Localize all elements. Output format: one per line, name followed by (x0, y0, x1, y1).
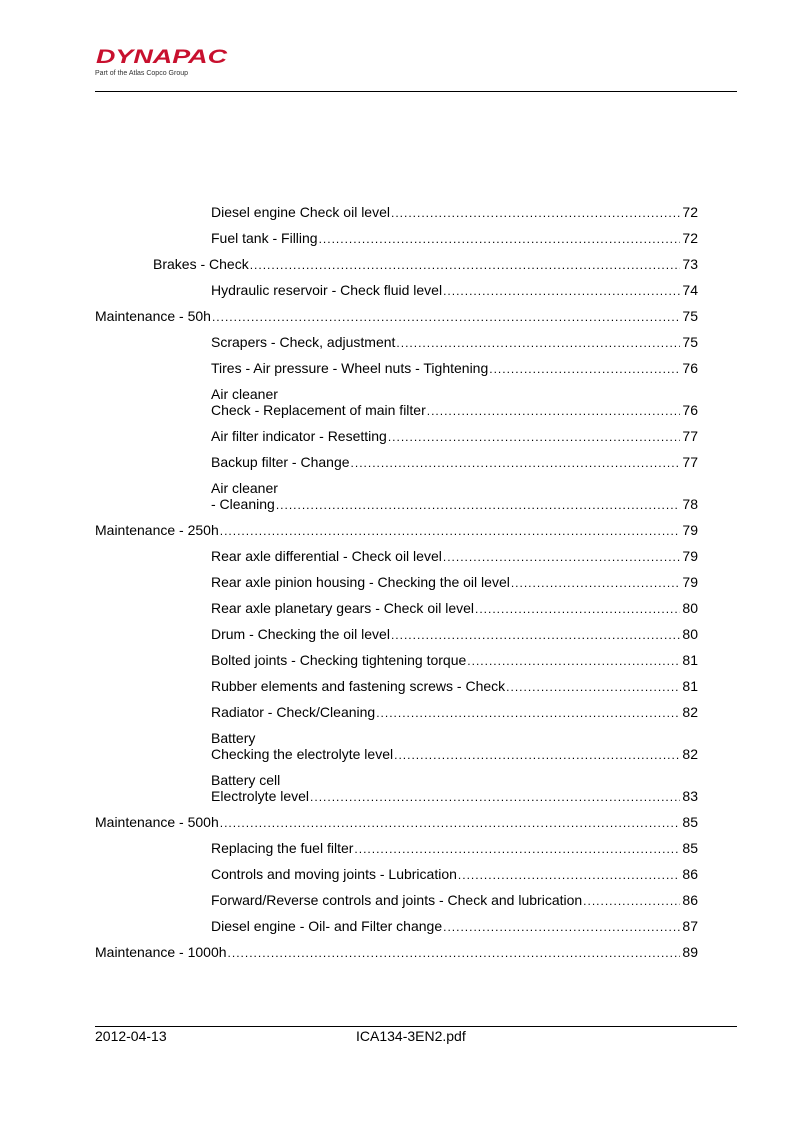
toc-page-number: 87 (682, 918, 698, 934)
toc-page-number: 80 (682, 626, 698, 642)
brand-tagline: Part of the Atlas Copco Group (95, 70, 188, 77)
toc-entry-title: Tires - Air pressure - Wheel nuts - Tightening (211, 360, 489, 376)
header-divider (95, 91, 737, 92)
toc-page-number: 83 (682, 788, 698, 804)
toc-entry-title: Fuel tank - Filling (211, 230, 318, 246)
toc-leader-dots (443, 549, 681, 566)
toc-leader-dots (443, 919, 680, 936)
toc-page-number: 86 (682, 892, 698, 908)
toc-entry-title: Diesel engine - Oil- and Filter change (211, 918, 443, 934)
toc-entry-title: Controls and moving joints - Lubrication (211, 866, 457, 882)
toc-entry-title: Air cleaner (211, 480, 278, 496)
toc-leader-dots (220, 815, 681, 832)
toc-leader-dots (489, 361, 680, 378)
toc-entry-title: Air cleaner (211, 386, 278, 402)
toc-page-number: 89 (682, 944, 698, 960)
toc-leader-dots (319, 231, 681, 248)
toc-entry-title: Air filter indicator - Resetting (211, 428, 387, 444)
toc-page-number: 82 (682, 746, 698, 762)
toc-page-number: 77 (682, 454, 698, 470)
toc-entry-title: Rear axle planetary gears - Check oil level (211, 600, 475, 616)
toc-page-number: 80 (682, 600, 698, 616)
toc-leader-dots (220, 523, 681, 540)
toc-entry-title: Electrolyte level (211, 788, 310, 804)
footer-divider (95, 1026, 737, 1027)
toc-page-number: 79 (682, 522, 698, 538)
toc-page-number: 82 (682, 704, 698, 720)
toc-page-number: 75 (682, 334, 698, 350)
toc-leader-dots (388, 429, 681, 446)
brand-wordmark: DYNAPAC (96, 47, 228, 68)
toc-leader-dots (391, 205, 680, 222)
toc-page-number: 78 (682, 496, 698, 512)
toc-page-number: 81 (682, 678, 698, 694)
toc-entry-title: Maintenance - 50h (95, 308, 211, 324)
toc-entry-title: - Cleaning (211, 496, 275, 512)
toc-leader-dots (354, 841, 680, 858)
toc-leader-dots (506, 679, 680, 696)
toc-leader-dots (583, 893, 680, 910)
toc-leader-dots (394, 747, 680, 764)
toc-page-number: 85 (682, 840, 698, 856)
toc-entry-title: Maintenance - 250h (95, 522, 219, 538)
toc-entry-title: Checking the electrolyte level (211, 746, 394, 762)
toc-entry-title: Bolted joints - Checking tightening torque (211, 652, 467, 668)
toc-entry-title: Rubber elements and fastening screws - Check (211, 678, 506, 694)
toc-entry-title: Diesel engine Check oil level (211, 204, 390, 220)
toc-page-number: 85 (682, 814, 698, 830)
toc-page-number: 72 (682, 230, 698, 246)
toc-leader-dots (391, 627, 680, 644)
toc-entry-title: Battery (211, 730, 256, 746)
toc-page-number: 79 (682, 574, 698, 590)
toc-page-number: 75 (682, 308, 698, 324)
footer-date: 2012-04-13 (95, 1028, 167, 1044)
toc-leader-dots (376, 705, 680, 722)
toc-leader-dots (228, 945, 681, 962)
toc-page-number: 86 (682, 866, 698, 882)
toc-leader-dots (310, 789, 680, 806)
toc-entry-title: Replacing the fuel filter (211, 840, 354, 856)
toc-entry-title: Backup filter - Change (211, 454, 350, 470)
toc-leader-dots (458, 867, 681, 884)
toc-leader-dots (511, 575, 681, 592)
dynapac-logo (95, 46, 235, 80)
toc-leader-dots (475, 601, 680, 618)
toc-entry-title: Hydraulic reservoir - Check fluid level (211, 282, 443, 298)
toc-leader-dots (443, 283, 680, 300)
toc-leader-dots (212, 309, 680, 326)
toc-page-number: 73 (682, 256, 698, 272)
toc-leader-dots (351, 455, 681, 472)
toc-entry-title: Maintenance - 1000h (95, 944, 227, 960)
toc-entry-title: Scrapers - Check, adjustment (211, 334, 396, 350)
toc-entry-title: Check - Replacement of main filter (211, 402, 426, 418)
toc-page-number: 74 (682, 282, 698, 298)
toc-leader-dots (427, 403, 681, 420)
toc-leader-dots (250, 257, 681, 274)
toc-page-number: 76 (682, 402, 698, 418)
toc-leader-dots (467, 653, 680, 670)
toc-entry-title: Rear axle differential - Check oil level (211, 548, 442, 564)
toc-entry-title: Battery cell (211, 772, 281, 788)
toc-page-number: 77 (682, 428, 698, 444)
toc-entry-title: Drum - Checking the oil level (211, 626, 390, 642)
toc-entry-title: Rear axle pinion housing - Checking the oil level (211, 574, 510, 590)
toc-leader-dots (396, 335, 680, 352)
toc-page-number: 81 (682, 652, 698, 668)
toc-leader-dots (276, 497, 681, 514)
toc-entry-title: Forward/Reverse controls and joints - Check and lubrication (211, 892, 583, 908)
toc-entry-title: Radiator - Check/Cleaning (211, 704, 376, 720)
toc-page-number: 79 (682, 548, 698, 564)
toc-entry-title: Brakes - Check (153, 256, 249, 272)
toc-page-number: 76 (682, 360, 698, 376)
toc-page-number: 72 (682, 204, 698, 220)
toc-entry-title: Maintenance - 500h (95, 814, 219, 830)
footer-filename: ICA134-3EN2.pdf (356, 1028, 466, 1044)
